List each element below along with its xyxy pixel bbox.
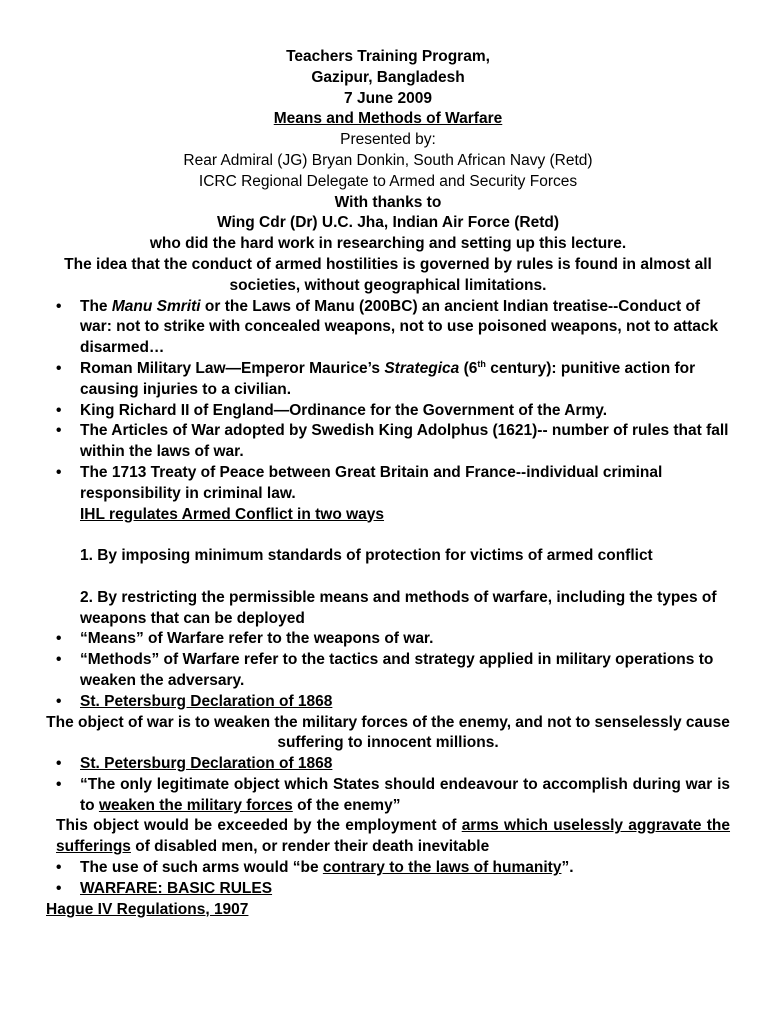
petersburg-list: [46, 754, 730, 816]
list-item-manu: • The Manu Smriti or the Laws of Manu (200BC) an ancient Indian treatise--Conduct of war: not to strike with concealed weapons, not to use poisoned weapons, not to attack disarmed…: [56, 297, 719, 357]
lecture-title: Means and Methods of Warfare: [273, 110, 503, 128]
presented-by-label: Presented by:: [340, 131, 436, 149]
program-date: 7 June 2009: [344, 89, 432, 107]
bullet-icon: •: [56, 651, 62, 669]
means-methods-list: [46, 629, 730, 712]
program-title: Teachers Training Program,: [286, 48, 490, 65]
bullet-icon: •: [56, 775, 62, 793]
ihl-point-1: 1. By imposing minimum standards of protection for victims of armed conflict: [80, 547, 653, 565]
bullet-icon: •: [56, 879, 62, 897]
thanks-name: Wing Cdr (Dr) U.C. Jha, Indian Air Force (Retd): [216, 214, 559, 232]
program-location: Gazipur, Bangladesh: [311, 68, 465, 86]
thanks-label: With thanks to: [334, 193, 442, 211]
history-list: [46, 297, 730, 505]
bullet-icon: •: [56, 297, 62, 315]
exceeded-paragraph: This object would be exceeded by the employment of arms which uselessly aggravate the sufferings of disabled men, or render their death inevitable: [56, 817, 731, 856]
list-item-richard: • King Richard II of England—Ordinance for the Government of the Army.: [46, 401, 730, 422]
presenter-role: ICRC Regional Delegate to Armed and Security Forces: [198, 172, 578, 190]
list-item-quote: • “The only legitimate object which States should endeavour to accomplish during war is to weaken the military forces of the enemy”: [56, 775, 730, 814]
list-item-roman: • Roman Military Law—Emperor Maurice’s Strategica (6th century): punitive action for causing injuries to a civilian.: [56, 358, 696, 398]
list-item-means: • “Means” of Warfare refer to the weapons of war.: [46, 629, 730, 650]
list-item-treaty: • The 1713 Treaty of Peace between Great Britain and France--individual criminal responsibility in criminal law.: [56, 463, 663, 502]
ihl-heading: IHL regulates Armed Conflict in two ways: [80, 505, 385, 523]
bullet-icon: •: [56, 692, 62, 710]
list-item-sweden: • The Articles of War adopted by Swedish King Adolphus (1621)-- number of rules that fall within the laws of war.: [56, 422, 729, 461]
hague-heading: Hague IV Regulations, 1907: [46, 900, 249, 918]
intro-paragraph: The idea that the conduct of armed hostilities is governed by rules is found in almost all societies, without geographical limitations.: [64, 255, 712, 294]
ihl-point-2: 2. By restricting the permissible means and methods of warfare, including the types of weapons that can be deployed: [80, 588, 717, 627]
bullet-icon: •: [56, 859, 62, 877]
presenter-name: Rear Admiral (JG) Bryan Donkin, South African Navy (Retd): [183, 151, 593, 169]
list-item-humanity: • The use of such arms would “be contrary to the laws of humanity”.: [46, 858, 730, 879]
bullet-icon: •: [56, 422, 62, 440]
bullet-icon: •: [56, 401, 62, 419]
list-item-petersburg-1: • St. Petersburg Declaration of 1868: [46, 692, 730, 713]
thanks-note: who did the hard work in researching and setting up this lecture.: [149, 235, 627, 253]
bullet-icon: •: [56, 755, 62, 773]
rules-list: [46, 858, 730, 900]
bullet-icon: •: [56, 463, 62, 481]
list-item-basic-rules: • WARFARE: BASIC RULES: [46, 879, 730, 900]
war-object-statement: The object of war is to weaken the military forces of the enemy, and not to senselessly cause suffering to innocent millions.: [46, 713, 730, 752]
bullet-icon: •: [56, 630, 62, 648]
list-item-petersburg-2: • St. Petersburg Declaration of 1868: [46, 754, 730, 775]
bullet-icon: •: [56, 359, 62, 377]
list-item-methods: • “Methods” of Warfare refer to the tactics and strategy applied in military operations to weaken the adversary.: [56, 651, 714, 689]
